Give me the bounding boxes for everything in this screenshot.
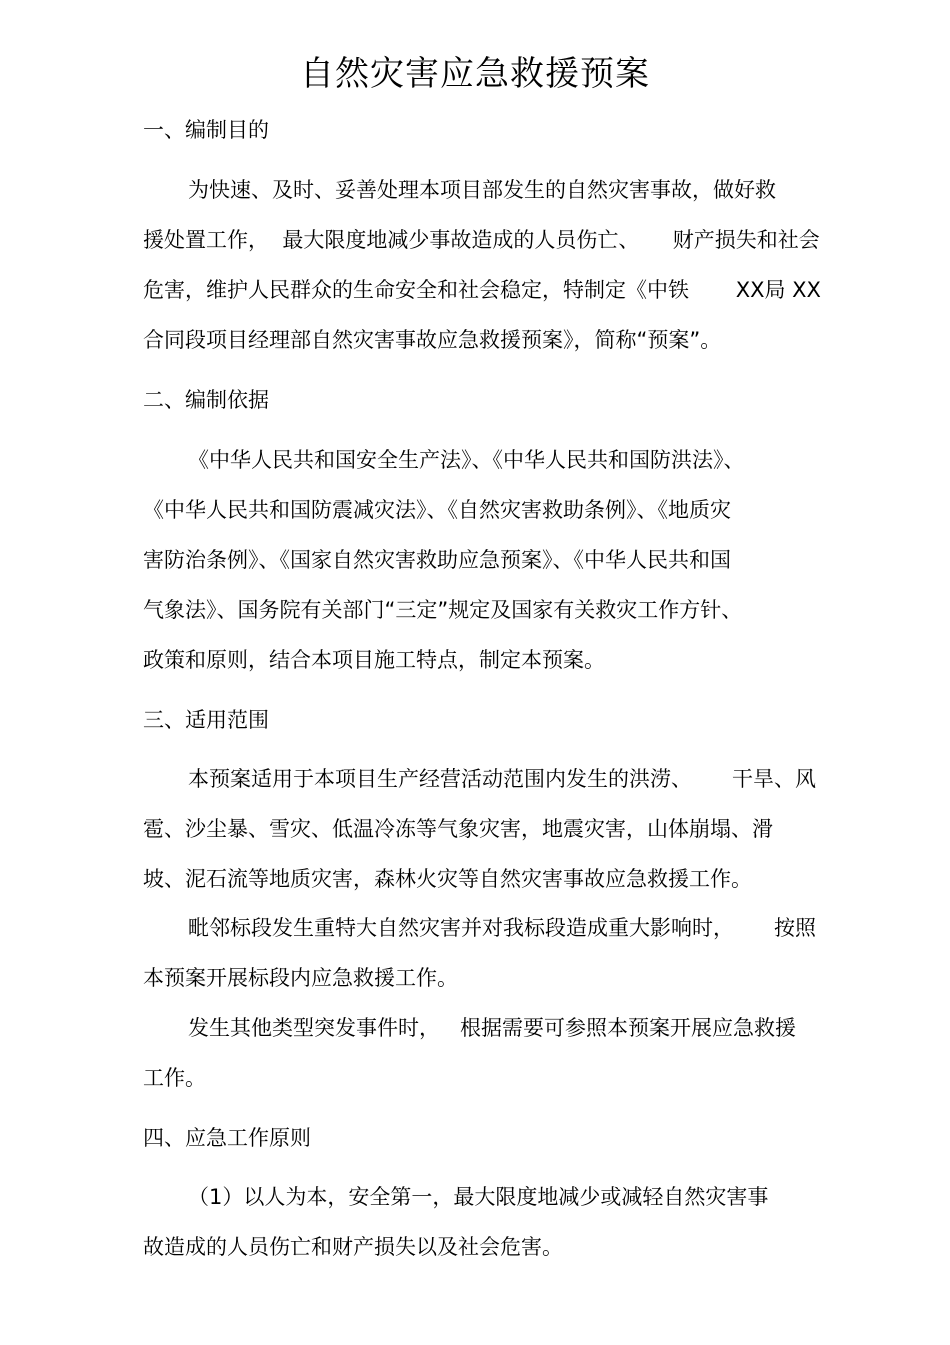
section-heading-principles: 四、应急工作原则 — [143, 1126, 311, 1150]
section-heading-scope: 三、适用范围 — [143, 708, 269, 732]
paragraph-line: 本预案开展标段内应急救援工作。 — [143, 966, 458, 990]
paragraph-line: 《中华人民共和国安全生产法》、《中华人民共和国防洪法》、 — [188, 448, 745, 472]
paragraph-line: （1）以人为本，安全第一，最大限度地减少或减轻自然灾害事 — [188, 1185, 769, 1209]
document-title: 自然灾害应急救援预案 — [300, 54, 650, 94]
paragraph-line: 本预案适用于本项目生产经营活动范围内发生的洪涝、 干旱、风 — [188, 767, 817, 791]
paragraph-line: 工作。 — [143, 1066, 206, 1090]
paragraph-line: 为快速、及时、妥善处理本项目部发生的自然灾害事故，做好救 — [188, 178, 776, 202]
paragraph-line: 故造成的人员伤亡和财产损失以及社会危害。 — [143, 1235, 563, 1259]
paragraph-line: 政策和原则，结合本项目施工特点，制定本预案。 — [143, 648, 605, 672]
section-heading-purpose: 一、编制目的 — [143, 118, 269, 142]
paragraph-line: 害防治条例》、《国家自然灾害救助应急预案》、《中华人民共和国 — [143, 548, 731, 572]
paragraph-line: 发生其他类型突发事件时， 根据需要可参照本预案开展应急救援 — [188, 1016, 797, 1040]
section-heading-basis: 二、编制依据 — [143, 388, 269, 412]
paragraph-line: 《中华人民共和国防震减灾法》、《自然灾害救助条例》、《地质灾 — [143, 498, 731, 522]
paragraph-line: 坡、泥石流等地质灾害，森林火灾等自然灾害事故应急救援工作。 — [143, 867, 752, 891]
paragraph-line: 援处置工作， 最大限度地减少事故造成的人员伤亡、 财产损失和社会 — [143, 228, 820, 252]
paragraph-line: 危害，维护人民群众的生命安全和社会稳定，特制定《中铁 XX局 XX — [143, 278, 821, 302]
paragraph-line: 气象法》、国务院有关部门“三定”规定及国家有关救灾工作方针、 — [143, 598, 743, 622]
paragraph-line: 毗邻标段发生重特大自然灾害并对我标段造成重大影响时， 按照 — [188, 916, 817, 940]
paragraph-line: 雹、沙尘暴、雪灾、低温冷冻等气象灾害，地震灾害，山体崩塌、滑 — [143, 817, 773, 841]
paragraph-line: 合同段项目经理部自然灾害事故应急救援预案》，简称“预案”。 — [143, 328, 722, 352]
